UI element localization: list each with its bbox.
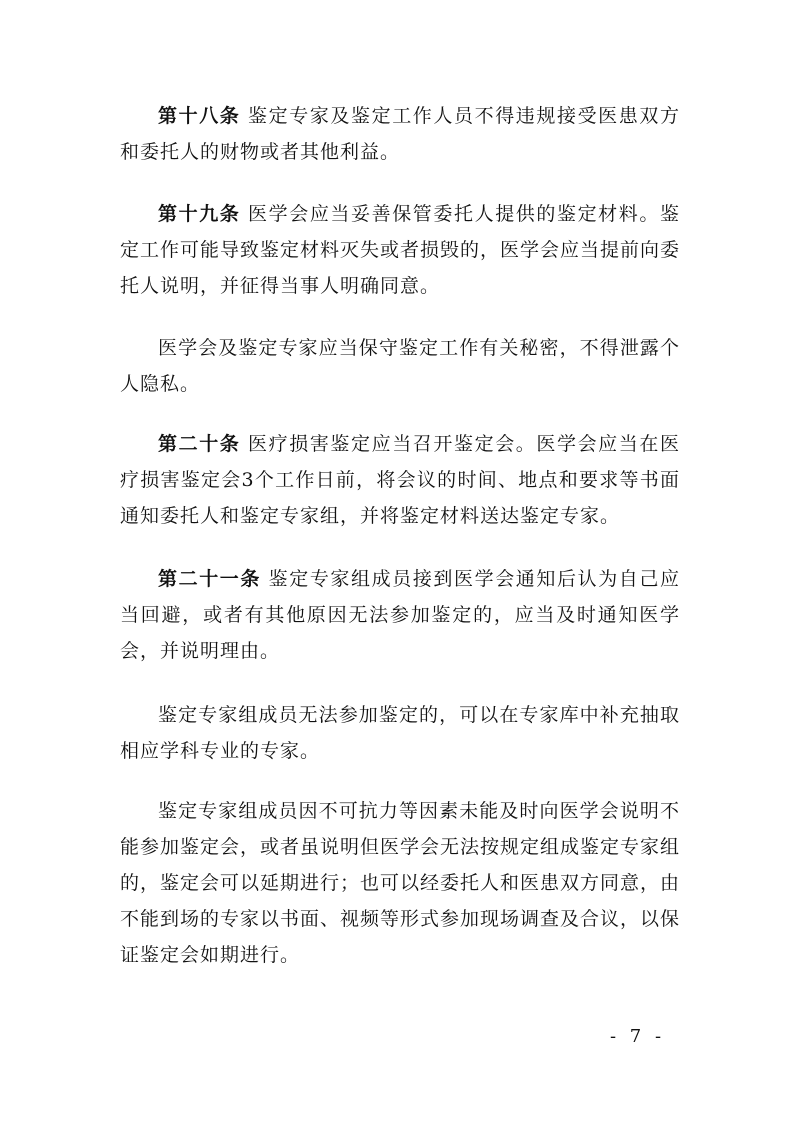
paragraph-confidentiality <box>120 330 680 402</box>
paragraph-text: 鉴定专家组成员接到医学会通知后认为自己应当回避，或者有其他原因无法参加鉴定的，应当及时通知医学会，并说明理由。 <box>120 568 680 662</box>
article-number: 第二十一条 <box>158 568 261 590</box>
paragraph-article-18 <box>120 98 680 170</box>
paragraph-postponement <box>120 793 680 973</box>
paragraph-text: 鉴定专家及鉴定工作人员不得违规接受医患双方和委托人的财物或者其他利益。 <box>120 105 680 163</box>
paragraph-text: 医学会及鉴定专家应当保守鉴定工作有关秘密，不得泄露个人隐私。 <box>120 337 680 395</box>
paragraph-text: 医疗损害鉴定应当召开鉴定会。医学会应当在医疗损害鉴定会3个工作日前，将会议的时间、地点和要求等书面通知委托人和鉴定专家组，并将鉴定材料送达鉴定专家。 <box>120 433 680 527</box>
article-number: 第二十条 <box>158 433 241 455</box>
paragraph-text: 医学会应当妥善保管委托人提供的鉴定材料。鉴定工作可能导致鉴定材料灭失或者损毁的，医学会应当提前向委托人说明，并征得当事人明确同意。 <box>120 203 681 297</box>
paragraph-text: 鉴定专家组成员无法参加鉴定的，可以在专家库中补充抽取相应学科专业的专家。 <box>120 704 680 762</box>
paragraph-article-19 <box>120 196 680 304</box>
article-number: 第十八条 <box>158 105 241 127</box>
paragraph-article-21 <box>120 561 680 669</box>
article-number: 第十九条 <box>158 203 241 225</box>
paragraph-replacement-experts <box>120 697 680 769</box>
paragraph-text: 鉴定专家组成员因不可抗力等因素未能及时向医学会说明不能参加鉴定会，或者虽说明但医学会无法按规定组成鉴定专家组的，鉴定会可以延期进行；也可以经委托人和医患双方同意，由不能到场的专家以书面、视频等形式参加现场调查及合议，以保证鉴定会如期进行。 <box>120 800 681 966</box>
page-number: - 7 - <box>610 1026 666 1047</box>
paragraph-article-20 <box>120 426 680 534</box>
